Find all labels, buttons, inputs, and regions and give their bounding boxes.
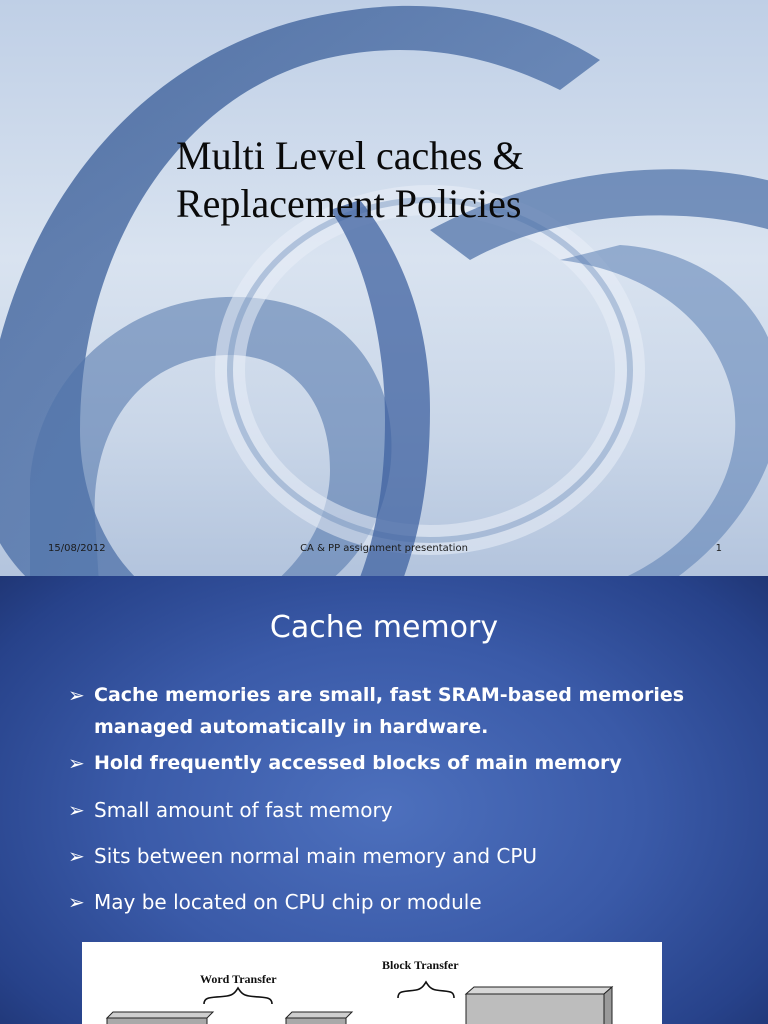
footer-date: 15/08/2012 xyxy=(48,543,106,554)
presentation-title xyxy=(176,132,736,228)
bullet-text: Sits between normal main memory and CPU xyxy=(94,844,538,868)
word-transfer-brace xyxy=(204,988,272,1004)
title-line-2: Replacement Policies xyxy=(176,181,522,226)
bullet-text: May be located on CPU chip or module xyxy=(94,890,482,914)
word-transfer-label: Word Transfer xyxy=(200,972,277,986)
arrow-bullet-icon: ➢ xyxy=(68,683,85,707)
slide-title: Cache memory xyxy=(269,610,499,645)
block-transfer-label: Block Transfer xyxy=(382,958,459,972)
cache-transfer-diagram xyxy=(82,942,662,1024)
bullet-item xyxy=(68,747,748,779)
bullet-text: Cache memories are small, fast SRAM-based memories managed automatically in hardware. xyxy=(94,684,685,738)
block-transfer-brace xyxy=(398,982,454,998)
cpu-box xyxy=(107,1012,213,1024)
bullet-item xyxy=(68,679,748,743)
arrow-bullet-icon: ➢ xyxy=(68,798,85,822)
bullet-item xyxy=(68,794,748,826)
arrow-bullet-icon: ➢ xyxy=(68,844,85,868)
title-line-1: Multi Level caches & xyxy=(176,133,524,178)
cache-memory-slide xyxy=(0,576,768,1024)
cache-box xyxy=(286,1012,352,1024)
bullet-item xyxy=(68,840,748,872)
bullet-item xyxy=(68,886,748,918)
bullet-text: Small amount of fast memory xyxy=(94,798,393,822)
arrow-bullet-icon: ➢ xyxy=(68,890,85,914)
footer-page-number: 1 xyxy=(715,543,722,554)
arrow-bullet-icon: ➢ xyxy=(68,751,85,775)
main-memory-box xyxy=(466,987,612,1024)
diagram-drawing xyxy=(82,942,662,1024)
bullet-text: Hold frequently accessed blocks of main memory xyxy=(94,752,622,774)
footer-presentation-name: CA & PP assignment presentation xyxy=(300,543,468,554)
